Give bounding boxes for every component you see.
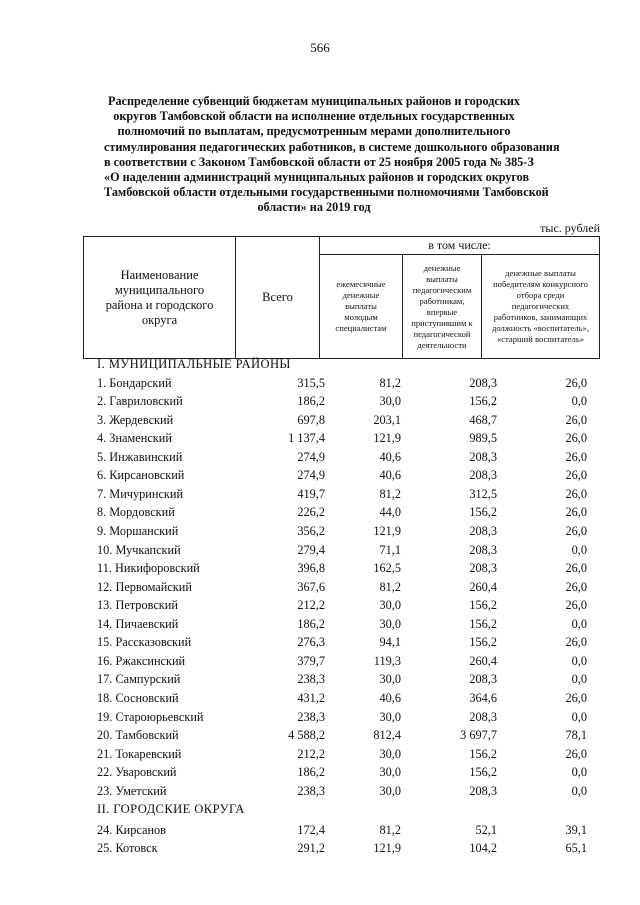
row-young-specialists: 121,9 <box>373 841 401 856</box>
row-contest-winners: 26,0 <box>565 412 587 427</box>
row-name: 1. Бондарский <box>97 375 172 390</box>
row-contest-winners: 26,0 <box>565 561 587 576</box>
row-contest-winners: 26,0 <box>565 690 587 705</box>
row-young-specialists: 30,0 <box>379 709 401 724</box>
row-contest-winners: 0,0 <box>571 616 587 631</box>
header-line: «старший воспитатель» <box>496 334 585 344</box>
row-first-time: 156,2 <box>469 635 497 650</box>
row-name: 10. Мучкапский <box>97 542 181 557</box>
row-total: 172,4 <box>297 822 325 837</box>
header-line: работникам, <box>419 295 465 306</box>
row-young-specialists: 40,6 <box>379 690 401 705</box>
row-young-specialists: 71,1 <box>379 542 401 557</box>
row-young-specialists: 30,0 <box>379 783 401 798</box>
row-name: 14. Пичаевский <box>97 616 179 631</box>
header-line: ежемесячные <box>336 279 386 289</box>
section-heading-cities: II. ГОРОДСКИЕ ОКРУГА <box>97 802 245 817</box>
row-total: 367,6 <box>297 579 325 594</box>
row-total: 419,7 <box>297 486 325 501</box>
row-contest-winners: 39,1 <box>565 822 587 837</box>
row-first-time: 468,7 <box>469 412 497 427</box>
header-name-line: района и городского <box>105 297 214 312</box>
row-contest-winners: 0,0 <box>571 394 587 409</box>
header-name-line: муниципального <box>114 282 205 297</box>
row-first-time: 156,2 <box>469 765 497 780</box>
page-number: 566 <box>310 40 330 55</box>
row-first-time: 260,4 <box>469 579 497 594</box>
row-name: 6. Кирсановский <box>97 468 185 483</box>
title-line: в соответствии с Законом Тамбовской области от 25 ноября 2005 года № 385-З <box>104 154 534 169</box>
row-contest-winners: 26,0 <box>565 468 587 483</box>
title-line: Тамбовской области отдельными государственными полномочиями Тамбовской <box>104 185 549 200</box>
row-young-specialists: 121,9 <box>373 524 401 538</box>
header-including: в том числе: <box>320 237 600 255</box>
header-line: впервые <box>426 306 458 317</box>
row-first-time: 208,3 <box>469 449 497 464</box>
header-line: молодым <box>344 312 378 322</box>
row-first-time: 52,1 <box>475 822 497 837</box>
table-header <box>83 236 600 359</box>
row-young-specialists: 44,0 <box>379 505 401 520</box>
row-young-specialists: 30,0 <box>379 672 401 687</box>
row-contest-winners: 26,0 <box>565 431 587 446</box>
row-total: 396,8 <box>297 561 325 576</box>
row-young-specialists: 30,0 <box>379 616 401 631</box>
row-name: 15. Рассказовский <box>97 635 192 650</box>
row-first-time: 156,2 <box>469 616 497 631</box>
row-young-specialists: 94,1 <box>379 635 401 650</box>
title-line: округов Тамбовской области на исполнение отдельных государственных <box>113 109 515 124</box>
row-contest-winners: 0,0 <box>571 709 587 724</box>
header-line: должность «воспитатель», <box>491 323 590 333</box>
row-young-specialists: 162,5 <box>373 561 401 576</box>
row-name: 5. Инжавинский <box>97 449 183 464</box>
row-young-specialists: 81,2 <box>379 822 401 837</box>
row-first-time: 3 697,7 <box>460 728 497 742</box>
row-contest-winners: 0,0 <box>571 542 587 557</box>
row-name: 8. Мордовский <box>97 505 175 520</box>
row-name: 13. Петровский <box>97 598 178 613</box>
row-contest-winners: 78,1 <box>565 728 587 742</box>
header-name-line: округа <box>141 312 178 327</box>
row-name: 23. Уметский <box>97 783 167 798</box>
row-total: 238,3 <box>297 783 325 798</box>
row-contest-winners: 26,0 <box>565 579 587 594</box>
header-name <box>84 237 236 359</box>
row-name: 17. Сампурский <box>97 672 181 687</box>
row-first-time: 156,2 <box>469 394 497 409</box>
title-line: стимулирования педагогических работников, в системе дошкольного образования <box>104 139 560 154</box>
row-total: 315,5 <box>297 375 325 390</box>
row-name: 18. Сосновский <box>97 690 179 705</box>
row-total: 276,3 <box>297 635 325 650</box>
header-line: педагогическим <box>412 284 472 295</box>
header-contest-winners <box>482 255 600 359</box>
row-contest-winners: 26,0 <box>565 635 587 650</box>
row-total: 226,2 <box>297 505 325 520</box>
header-total: Всего <box>236 237 320 359</box>
header-line: приступившим к <box>411 317 473 328</box>
row-first-time: 104,2 <box>469 841 497 856</box>
row-total: 238,3 <box>297 672 325 687</box>
row-contest-winners: 26,0 <box>565 505 587 520</box>
row-first-time: 312,5 <box>469 486 497 501</box>
row-first-time: 156,2 <box>469 598 497 613</box>
row-contest-winners: 26,0 <box>565 524 587 538</box>
header-first-time-workers <box>403 255 482 359</box>
row-total: 186,2 <box>297 765 325 780</box>
row-first-time: 208,3 <box>469 783 497 798</box>
row-young-specialists: 203,1 <box>373 412 401 427</box>
header-line: денежные <box>342 290 380 300</box>
row-name: 2. Гавриловский <box>97 394 183 409</box>
row-name: 12. Первомайский <box>97 579 192 594</box>
row-contest-winners: 0,0 <box>571 783 587 798</box>
row-total: 212,2 <box>297 746 325 761</box>
header-line: победителям конкурсного <box>493 279 588 289</box>
row-first-time: 208,3 <box>469 375 497 390</box>
title-line: Распределение субвенций бюджетам муниципальных районов и городских <box>108 94 520 108</box>
row-contest-winners: 26,0 <box>565 486 587 501</box>
row-name: 22. Уваровский <box>97 765 177 780</box>
row-first-time: 260,4 <box>469 653 497 668</box>
row-first-time: 208,3 <box>469 468 497 483</box>
row-contest-winners: 65,1 <box>565 841 587 856</box>
title-line: полномочий по выплатам, предусмотренным мерами дополнительного <box>117 124 511 139</box>
header-name-line: Наименование <box>120 267 199 282</box>
row-young-specialists: 40,6 <box>379 449 401 464</box>
header-line: денежные выплаты <box>505 268 576 278</box>
row-first-time: 156,2 <box>469 505 497 520</box>
row-total: 291,2 <box>297 841 325 856</box>
row-name: 25. Котовск <box>97 841 158 856</box>
units-label: тыс. рублей <box>540 221 600 235</box>
row-name: 7. Мичуринский <box>97 486 184 501</box>
header-line: специалистам <box>335 323 387 333</box>
row-name: 19. Староюрьевский <box>97 709 204 724</box>
header-line: работников, занимающих <box>493 312 588 322</box>
header-line: денежные <box>423 262 461 273</box>
row-name: 21. Токаревский <box>97 746 182 761</box>
row-young-specialists: 119,3 <box>373 653 401 668</box>
row-young-specialists: 81,2 <box>379 375 401 390</box>
row-total: 186,2 <box>297 616 325 631</box>
row-name: 9. Моршанский <box>97 524 179 538</box>
row-contest-winners: 0,0 <box>571 653 587 668</box>
row-young-specialists: 30,0 <box>379 598 401 613</box>
row-contest-winners: 0,0 <box>571 672 587 687</box>
document-title <box>104 94 560 216</box>
row-contest-winners: 26,0 <box>565 449 587 464</box>
row-total: 1 137,4 <box>288 431 325 446</box>
row-name: 20. Тамбовский <box>97 728 179 742</box>
row-total: 697,8 <box>297 412 325 427</box>
header-line: педагогических <box>511 301 570 311</box>
row-first-time: 989,5 <box>469 431 497 446</box>
title-line: области» на 2019 год <box>257 200 371 215</box>
row-total: 238,3 <box>297 709 325 724</box>
row-contest-winners: 26,0 <box>565 598 587 613</box>
row-young-specialists: 40,6 <box>379 468 401 483</box>
header-line: выплаты <box>345 301 377 311</box>
row-total: 356,2 <box>297 524 325 538</box>
row-name: 16. Ржаксинский <box>97 653 186 668</box>
row-contest-winners: 26,0 <box>565 375 587 390</box>
row-name: 4. Знаменский <box>97 431 172 446</box>
row-total: 186,2 <box>297 394 325 409</box>
title-line: «О наделении администраций муниципальных районов и городских округов <box>104 170 530 185</box>
row-name: 11. Никифоровский <box>97 561 200 576</box>
row-first-time: 208,3 <box>469 561 497 576</box>
row-name: 24. Кирсанов <box>97 822 166 837</box>
row-first-time: 208,3 <box>469 672 497 687</box>
section-heading-districts: I. МУНИЦИПАЛЬНЫЕ РАЙОНЫ <box>97 357 291 371</box>
header-line: отбора среди <box>516 290 565 300</box>
row-young-specialists: 81,2 <box>379 579 401 594</box>
header-young-specialists <box>320 255 403 359</box>
header-line: педагогической <box>413 328 471 339</box>
row-total: 379,7 <box>297 653 325 668</box>
row-first-time: 156,2 <box>469 746 497 761</box>
row-young-specialists: 30,0 <box>379 746 401 761</box>
row-total: 4 588,2 <box>288 728 325 742</box>
row-young-specialists: 812,4 <box>373 728 401 742</box>
row-first-time: 208,3 <box>469 524 497 538</box>
row-total: 431,2 <box>297 690 325 705</box>
row-young-specialists: 30,0 <box>379 394 401 409</box>
row-total: 274,9 <box>297 468 325 483</box>
row-total: 212,2 <box>297 598 325 613</box>
row-first-time: 208,3 <box>469 709 497 724</box>
header-line: выплаты <box>426 273 458 284</box>
row-contest-winners: 0,0 <box>571 765 587 780</box>
row-name: 3. Жердевский <box>97 412 174 427</box>
row-young-specialists: 30,0 <box>379 765 401 780</box>
row-first-time: 208,3 <box>469 542 497 557</box>
row-total: 274,9 <box>297 449 325 464</box>
row-first-time: 364,6 <box>469 690 497 705</box>
row-contest-winners: 26,0 <box>565 746 587 761</box>
row-young-specialists: 81,2 <box>379 486 401 501</box>
row-young-specialists: 121,9 <box>373 431 401 446</box>
row-total: 279,4 <box>297 542 325 557</box>
header-line: деятельности <box>417 339 467 350</box>
